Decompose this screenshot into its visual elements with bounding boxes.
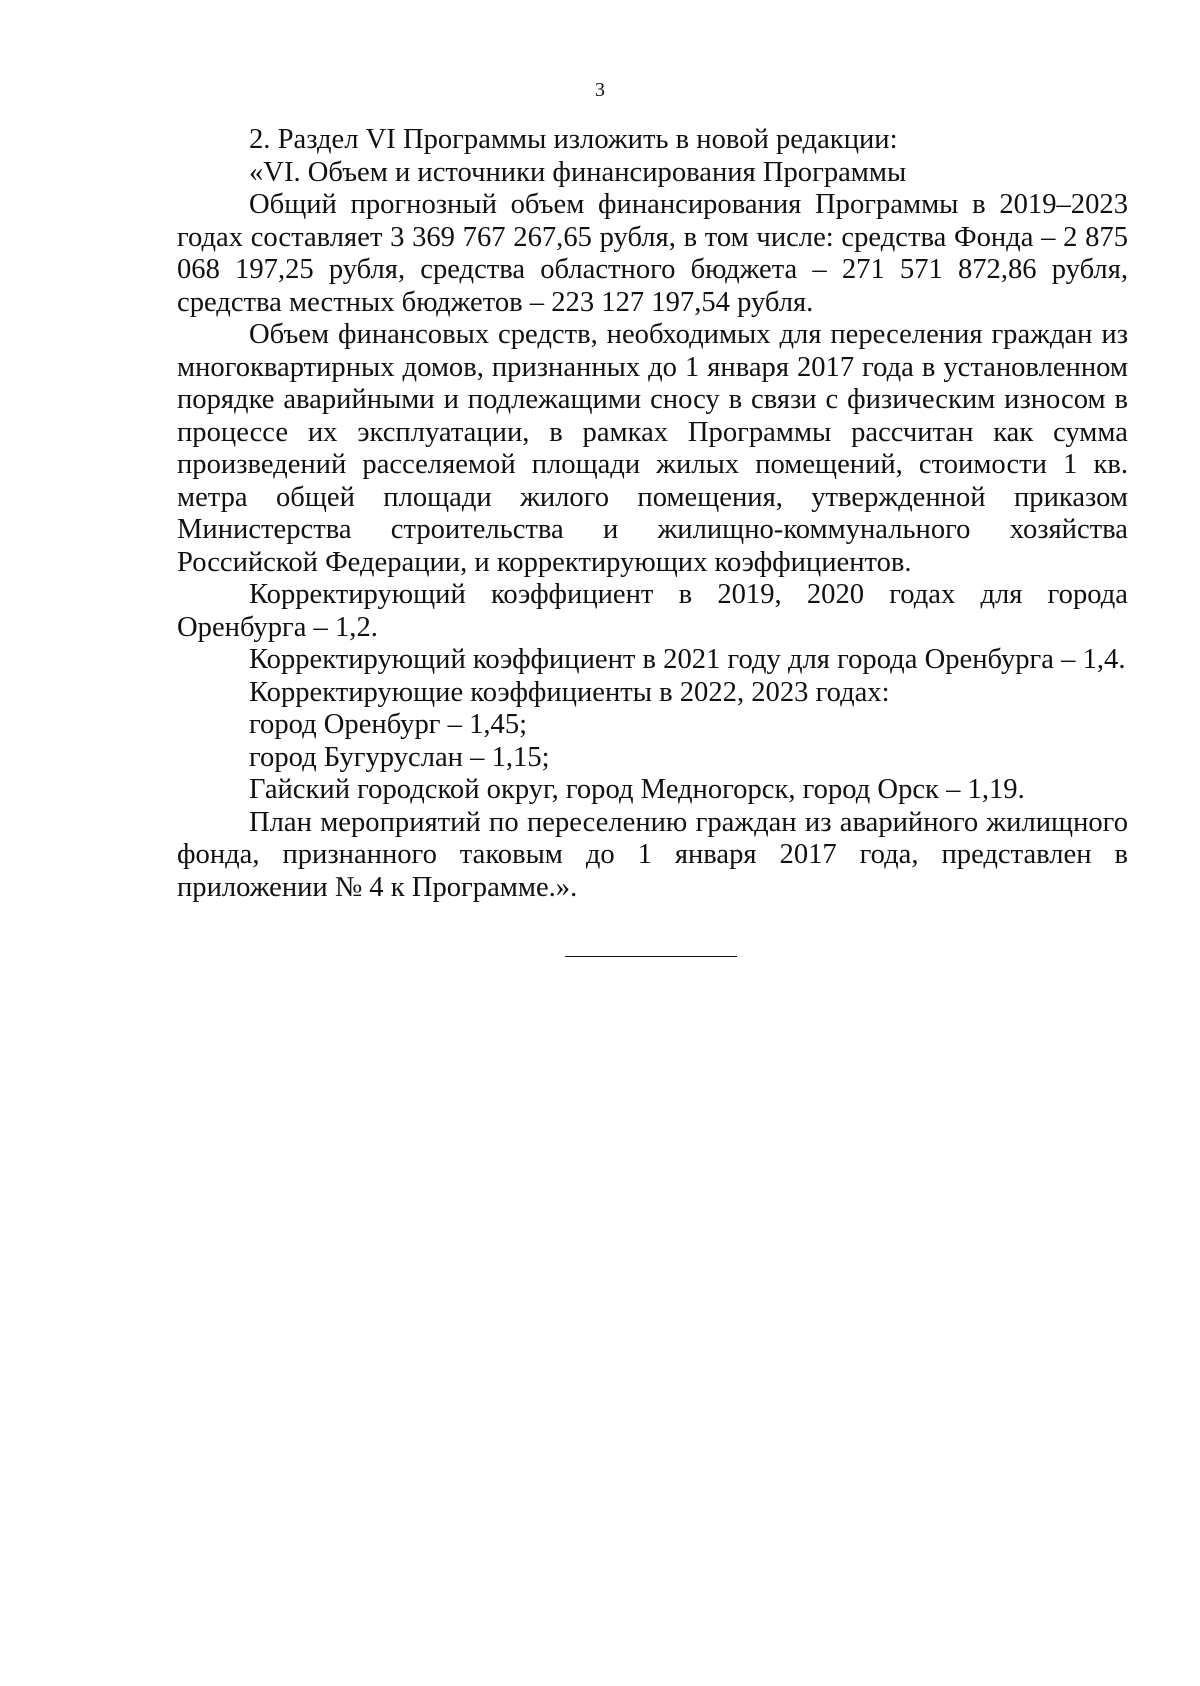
paragraph-coefficient-buguruslan: город Бугуруслан – 1,15; xyxy=(249,741,550,773)
paragraph-section-heading: «VI. Объем и источники финансирования Программы xyxy=(249,156,907,188)
paragraph-coefficients-2022-2023: Корректирующие коэффициенты в 2022, 2023 годах: xyxy=(249,676,890,708)
paragraph-section-amendment: 2. Раздел VI Программы изложить в новой редакции: xyxy=(249,124,898,155)
paragraph-total-funding: Общий прогнозный объем финансирования Программы в 2019–2023 годах составляет 3 369 767 267,65 рубля, в том числе: средства Фонда – 2 875 068 197,25 рубля, средства областного бюджета – 271 571 872,86 рубля, средства местных бюджетов – 223 127 197,54 рубля. xyxy=(177,189,1128,318)
page-number: 3 xyxy=(595,79,605,101)
paragraph-coefficient-gai-mednogorsk-orsk: Гайский городской округ, город Медногорск, город Орск – 1,19. xyxy=(249,774,1025,805)
end-of-text-rule xyxy=(565,956,737,957)
paragraph-coefficient-2019-2020: Корректирующий коэффициент в 2019, 2020 годах для города Оренбурга – 1,2. xyxy=(177,579,1128,643)
paragraph-coefficient-2021: Корректирующий коэффициент в 2021 году для города Оренбурга – 1,4. xyxy=(249,644,1126,675)
paragraph-funding-calculation: Объем финансовых средств, необходимых для переселения граждан из многоквартирных домов, признанных до 1 января 2017 года в установленном порядке аварийными и подлежащими сносу в связи с физическим износом в процессе их эксплуатации, в рамках Программы рассчитан как сумма произведений расселяемой площади жилых помещений, стоимости 1 кв. метра общей площади жилого помещения, утвержденной приказом Министерства строительства и жилищно-коммунального хозяйства Российской Федерации, и корректирующих коэффициентов. xyxy=(177,319,1128,578)
paragraph-action-plan: План мероприятий по переселению граждан из аварийного жилищного фонда, признанного таковым до 1 января 2017 года, представлен в приложении № 4 к Программе.». xyxy=(177,806,1128,903)
paragraph-coefficient-orenburg: город Оренбург – 1,45; xyxy=(249,709,528,740)
document-body xyxy=(177,124,1128,904)
